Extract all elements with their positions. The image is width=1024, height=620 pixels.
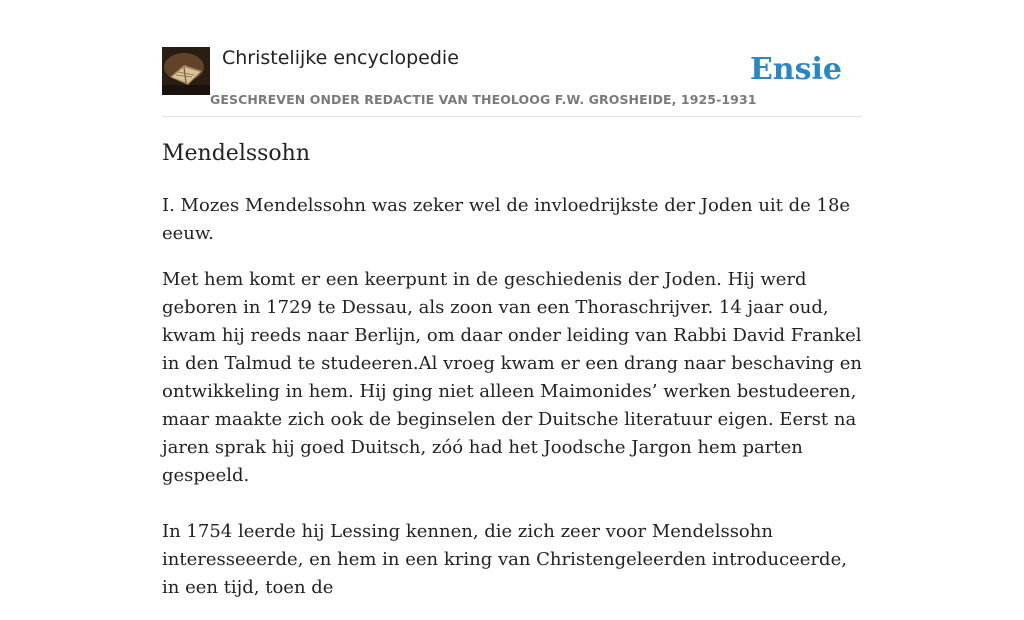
brand-logo-link[interactable]: Ensie bbox=[749, 52, 842, 87]
site-subtitle: GESCHREVEN ONDER REDACTIE VAN THEOLOOG F.W. GROSHEIDE, 1925-1931 bbox=[210, 92, 757, 107]
article-paragraph-2: Met hem komt er een keerpunt in de geschiedenis der Joden. Hij werd geboren in 1729 te Dessau, als zoon van een Thoraschrijver. 14 jaar oud, kwam hij reeds naar Berlijn, om daar onder leiding van Rabbi David Frankel in den Talmud te studeeren.Al vroeg kwam er een drang naar beschaving en ontwikkeling in hem. Hij ging niet alleen Maimonides’ werken bestudeeren, maar maakte zich ook de beginselen der Duitsche literatuur eigen. Eerst na jaren sprak hij goed Duitsch, zóó had het Joodsche Jargon hem parten gespeeld. bbox=[162, 269, 862, 486]
article bbox=[162, 138, 866, 620]
book-photo-icon bbox=[162, 47, 210, 95]
site-header bbox=[162, 46, 862, 117]
site-title[interactable]: Christelijke encyclopedie bbox=[222, 47, 459, 69]
article-paragraph-3: In 1754 leerde hij Lessing kennen, die zich zeer voor Mendelssohn interesseeerde, en hem in een kring van Christengeleerden introduceerde, in een tijd, toen de bbox=[162, 521, 847, 598]
article-paragraph-1: I. Mozes Mendelssohn was zeker wel de invloedrijkste der Joden uit de 18e eeuw. bbox=[162, 195, 851, 244]
avatar[interactable] bbox=[162, 47, 210, 95]
article-title: Mendelssohn bbox=[162, 141, 311, 166]
